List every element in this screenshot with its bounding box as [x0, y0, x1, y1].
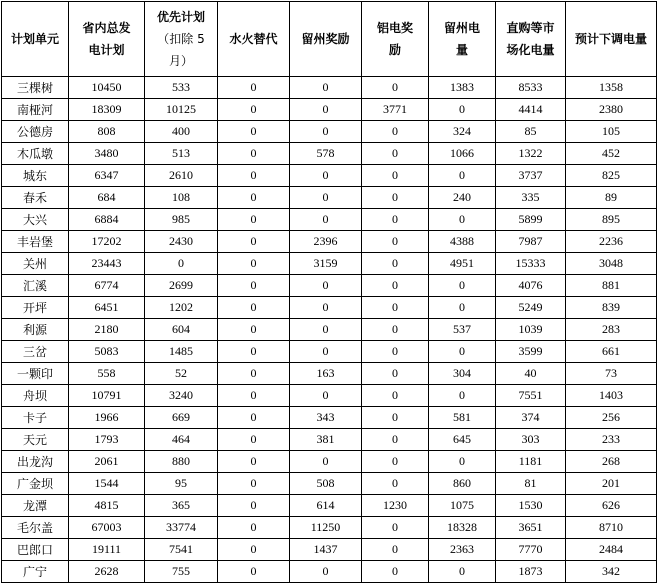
value-cell: 17202 — [69, 231, 145, 253]
value-cell: 578 — [290, 143, 362, 165]
table-row — [2, 77, 657, 99]
value-cell: 1322 — [496, 143, 566, 165]
table-row — [2, 363, 657, 385]
value-cell: 3480 — [69, 143, 145, 165]
value-cell: 6884 — [69, 209, 145, 231]
value-cell: 825 — [566, 165, 657, 187]
value-cell: 4951 — [429, 253, 496, 275]
plan-unit-cell: 大兴 — [2, 209, 69, 231]
value-cell: 0 — [429, 385, 496, 407]
value-cell: 3599 — [496, 341, 566, 363]
value-cell: 5249 — [496, 297, 566, 319]
value-cell: 0 — [429, 209, 496, 231]
header-row — [2, 2, 657, 77]
value-cell: 0 — [429, 275, 496, 297]
value-cell: 163 — [290, 363, 362, 385]
value-cell: 40 — [496, 363, 566, 385]
value-cell: 533 — [145, 77, 218, 99]
value-cell: 0 — [218, 319, 290, 341]
value-cell: 0 — [290, 561, 362, 583]
header-retained-power — [429, 2, 496, 77]
value-cell: 0 — [218, 121, 290, 143]
value-cell: 1230 — [362, 495, 429, 517]
value-cell: 374 — [496, 407, 566, 429]
value-cell: 6451 — [69, 297, 145, 319]
value-cell: 256 — [566, 407, 657, 429]
table-row — [2, 143, 657, 165]
value-cell: 881 — [566, 275, 657, 297]
plan-unit-cell: 一颗印 — [2, 363, 69, 385]
plan-unit-cell: 出龙沟 — [2, 451, 69, 473]
value-cell: 0 — [362, 121, 429, 143]
value-cell: 4414 — [496, 99, 566, 121]
value-cell: 1485 — [145, 341, 218, 363]
value-cell: 324 — [429, 121, 496, 143]
power-plan-table — [1, 1, 657, 583]
table-row — [2, 473, 657, 495]
value-cell: 233 — [566, 429, 657, 451]
header-plan-unit — [2, 2, 69, 77]
table-row — [2, 253, 657, 275]
value-cell: 860 — [429, 473, 496, 495]
value-cell: 0 — [290, 385, 362, 407]
value-cell: 0 — [218, 341, 290, 363]
plan-unit-cell: 开坪 — [2, 297, 69, 319]
value-cell: 67003 — [69, 517, 145, 539]
value-cell: 508 — [290, 473, 362, 495]
value-cell: 1066 — [429, 143, 496, 165]
plan-unit-cell: 利源 — [2, 319, 69, 341]
header-market-power — [496, 2, 566, 77]
value-cell: 11250 — [290, 517, 362, 539]
table-row — [2, 495, 657, 517]
plan-unit-cell: 天元 — [2, 429, 69, 451]
value-cell: 1403 — [566, 385, 657, 407]
value-cell: 0 — [429, 297, 496, 319]
plan-unit-cell: 丰岩堡 — [2, 231, 69, 253]
value-cell: 0 — [218, 143, 290, 165]
value-cell: 10125 — [145, 99, 218, 121]
table-row — [2, 429, 657, 451]
value-cell: 0 — [290, 165, 362, 187]
table-row — [2, 561, 657, 583]
value-cell: 1181 — [496, 451, 566, 473]
value-cell: 626 — [566, 495, 657, 517]
table-row — [2, 385, 657, 407]
value-cell: 0 — [218, 165, 290, 187]
value-cell: 0 — [290, 451, 362, 473]
value-cell: 304 — [429, 363, 496, 385]
value-cell: 0 — [362, 539, 429, 561]
value-cell: 604 — [145, 319, 218, 341]
value-cell: 464 — [145, 429, 218, 451]
plan-unit-cell: 木瓜墩 — [2, 143, 69, 165]
header-hydro-thermal-substitution — [218, 2, 290, 77]
plan-unit-cell: 三岔 — [2, 341, 69, 363]
value-cell: 2430 — [145, 231, 218, 253]
value-cell: 0 — [362, 209, 429, 231]
value-cell: 0 — [145, 253, 218, 275]
value-cell: 1202 — [145, 297, 218, 319]
value-cell: 0 — [218, 517, 290, 539]
header-retained-reward — [290, 2, 362, 77]
value-cell: 0 — [362, 231, 429, 253]
value-cell: 108 — [145, 187, 218, 209]
value-cell: 0 — [362, 143, 429, 165]
value-cell: 0 — [218, 451, 290, 473]
value-cell: 7987 — [496, 231, 566, 253]
value-cell: 7551 — [496, 385, 566, 407]
value-cell: 645 — [429, 429, 496, 451]
table-row — [2, 539, 657, 561]
header-text: 月） — [168, 54, 193, 68]
value-cell: 400 — [145, 121, 218, 143]
value-cell: 0 — [290, 77, 362, 99]
value-cell: 0 — [218, 407, 290, 429]
value-cell: 880 — [145, 451, 218, 473]
value-cell: 537 — [429, 319, 496, 341]
table-row — [2, 209, 657, 231]
value-cell: 0 — [362, 363, 429, 385]
value-cell: 1358 — [566, 77, 657, 99]
value-cell: 5899 — [496, 209, 566, 231]
value-cell: 0 — [290, 209, 362, 231]
plan-unit-cell: 舟坝 — [2, 385, 69, 407]
value-cell: 342 — [566, 561, 657, 583]
value-cell: 268 — [566, 451, 657, 473]
value-cell: 81 — [496, 473, 566, 495]
value-cell: 10450 — [69, 77, 145, 99]
value-cell: 0 — [429, 341, 496, 363]
table-row — [2, 297, 657, 319]
value-cell: 1383 — [429, 77, 496, 99]
value-cell: 2380 — [566, 99, 657, 121]
header-text: 量 — [455, 43, 468, 57]
value-cell: 3159 — [290, 253, 362, 275]
value-cell: 89 — [566, 187, 657, 209]
value-cell: 0 — [218, 385, 290, 407]
value-cell: 581 — [429, 407, 496, 429]
value-cell: 0 — [290, 319, 362, 341]
table-row — [2, 517, 657, 539]
value-cell: 0 — [218, 473, 290, 495]
value-cell: 2699 — [145, 275, 218, 297]
value-cell: 0 — [218, 363, 290, 385]
value-cell: 0 — [362, 473, 429, 495]
value-cell: 0 — [429, 561, 496, 583]
value-cell: 0 — [290, 275, 362, 297]
value-cell: 343 — [290, 407, 362, 429]
value-cell: 0 — [218, 187, 290, 209]
value-cell: 0 — [290, 341, 362, 363]
header-aluminum-reward — [362, 2, 429, 77]
plan-unit-cell: 南桠河 — [2, 99, 69, 121]
value-cell: 2180 — [69, 319, 145, 341]
value-cell: 0 — [218, 561, 290, 583]
value-cell: 0 — [290, 187, 362, 209]
value-cell: 1437 — [290, 539, 362, 561]
value-cell: 23443 — [69, 253, 145, 275]
value-cell: 1530 — [496, 495, 566, 517]
value-cell: 303 — [496, 429, 566, 451]
header-text: （扣除 5 — [157, 32, 205, 46]
value-cell: 0 — [362, 517, 429, 539]
plan-unit-cell: 巴郎口 — [2, 539, 69, 561]
plan-unit-cell: 公德房 — [2, 121, 69, 143]
value-cell: 513 — [145, 143, 218, 165]
plan-unit-cell: 龙潭 — [2, 495, 69, 517]
value-cell: 8710 — [566, 517, 657, 539]
value-cell: 0 — [218, 275, 290, 297]
plan-unit-cell: 毛尔盖 — [2, 517, 69, 539]
value-cell: 0 — [362, 187, 429, 209]
header-text: 直购等市 — [506, 21, 555, 35]
value-cell: 4815 — [69, 495, 145, 517]
value-cell: 0 — [362, 451, 429, 473]
value-cell: 614 — [290, 495, 362, 517]
value-cell: 0 — [362, 341, 429, 363]
table-row — [2, 341, 657, 363]
value-cell: 85 — [496, 121, 566, 143]
table-row — [2, 121, 657, 143]
value-cell: 1039 — [496, 319, 566, 341]
table-row — [2, 99, 657, 121]
header-text: 计划单元 — [10, 32, 59, 46]
header-text: 优先计划 — [156, 10, 205, 24]
value-cell: 365 — [145, 495, 218, 517]
value-cell: 1966 — [69, 407, 145, 429]
value-cell: 895 — [566, 209, 657, 231]
value-cell: 18309 — [69, 99, 145, 121]
value-cell: 10791 — [69, 385, 145, 407]
plan-unit-cell: 城东 — [2, 165, 69, 187]
value-cell: 3771 — [362, 99, 429, 121]
plan-unit-cell: 三棵树 — [2, 77, 69, 99]
value-cell: 0 — [218, 231, 290, 253]
value-cell: 0 — [362, 561, 429, 583]
table-body — [2, 77, 657, 583]
value-cell: 7541 — [145, 539, 218, 561]
table-row — [2, 319, 657, 341]
value-cell: 105 — [566, 121, 657, 143]
header-text: 预计下调电量 — [574, 32, 647, 46]
value-cell: 558 — [69, 363, 145, 385]
value-cell: 0 — [290, 99, 362, 121]
value-cell: 73 — [566, 363, 657, 385]
value-cell: 5083 — [69, 341, 145, 363]
value-cell: 0 — [362, 407, 429, 429]
header-total-generation — [69, 2, 145, 77]
plan-unit-cell: 广金坝 — [2, 473, 69, 495]
value-cell: 240 — [429, 187, 496, 209]
plan-unit-cell: 广宁 — [2, 561, 69, 583]
value-cell: 2236 — [566, 231, 657, 253]
value-cell: 3048 — [566, 253, 657, 275]
header-priority-plan — [145, 2, 218, 77]
header-text: 水火替代 — [229, 32, 278, 46]
header-text: 铝电奖 — [376, 21, 413, 35]
value-cell: 0 — [429, 99, 496, 121]
plan-unit-cell: 关州 — [2, 253, 69, 275]
value-cell: 669 — [145, 407, 218, 429]
value-cell: 4076 — [496, 275, 566, 297]
value-cell: 19111 — [69, 539, 145, 561]
value-cell: 0 — [362, 297, 429, 319]
value-cell: 0 — [362, 319, 429, 341]
value-cell: 18328 — [429, 517, 496, 539]
value-cell: 2396 — [290, 231, 362, 253]
header-text: 省内总发 — [82, 21, 131, 35]
table-row — [2, 231, 657, 253]
value-cell: 1075 — [429, 495, 496, 517]
value-cell: 3737 — [496, 165, 566, 187]
value-cell: 2061 — [69, 451, 145, 473]
value-cell: 0 — [218, 253, 290, 275]
value-cell: 0 — [429, 451, 496, 473]
value-cell: 0 — [362, 275, 429, 297]
value-cell: 0 — [218, 297, 290, 319]
value-cell: 335 — [496, 187, 566, 209]
value-cell: 0 — [290, 297, 362, 319]
value-cell: 839 — [566, 297, 657, 319]
value-cell: 0 — [429, 165, 496, 187]
table-row — [2, 165, 657, 187]
value-cell: 8533 — [496, 77, 566, 99]
value-cell: 1544 — [69, 473, 145, 495]
value-cell: 2610 — [145, 165, 218, 187]
value-cell: 0 — [218, 539, 290, 561]
header-expected-reduction — [566, 2, 657, 77]
value-cell: 381 — [290, 429, 362, 451]
value-cell: 52 — [145, 363, 218, 385]
value-cell: 6347 — [69, 165, 145, 187]
table-row — [2, 451, 657, 473]
table-header — [2, 2, 657, 77]
value-cell: 6774 — [69, 275, 145, 297]
value-cell: 661 — [566, 341, 657, 363]
value-cell: 4388 — [429, 231, 496, 253]
value-cell: 33774 — [145, 517, 218, 539]
plan-unit-cell: 卡子 — [2, 407, 69, 429]
value-cell: 0 — [218, 77, 290, 99]
value-cell: 808 — [69, 121, 145, 143]
value-cell: 2484 — [566, 539, 657, 561]
header-text: 励 — [388, 43, 401, 57]
plan-unit-cell: 春禾 — [2, 187, 69, 209]
value-cell: 0 — [362, 385, 429, 407]
header-text: 电计划 — [88, 43, 125, 57]
value-cell: 0 — [362, 77, 429, 99]
value-cell: 2628 — [69, 561, 145, 583]
table-row — [2, 407, 657, 429]
value-cell: 684 — [69, 187, 145, 209]
table-row — [2, 275, 657, 297]
value-cell: 0 — [290, 121, 362, 143]
value-cell: 283 — [566, 319, 657, 341]
header-text: 留州电 — [443, 21, 480, 35]
value-cell: 1873 — [496, 561, 566, 583]
value-cell: 3651 — [496, 517, 566, 539]
value-cell: 3240 — [145, 385, 218, 407]
value-cell: 0 — [218, 99, 290, 121]
value-cell: 95 — [145, 473, 218, 495]
value-cell: 15333 — [496, 253, 566, 275]
header-text: 场化电量 — [506, 43, 555, 57]
value-cell: 452 — [566, 143, 657, 165]
value-cell: 0 — [362, 429, 429, 451]
header-text: 留州奖励 — [301, 32, 350, 46]
value-cell: 2363 — [429, 539, 496, 561]
value-cell: 0 — [362, 253, 429, 275]
value-cell: 7770 — [496, 539, 566, 561]
value-cell: 201 — [566, 473, 657, 495]
value-cell: 0 — [218, 209, 290, 231]
value-cell: 1793 — [69, 429, 145, 451]
value-cell: 755 — [145, 561, 218, 583]
value-cell: 0 — [218, 495, 290, 517]
plan-unit-cell: 汇溪 — [2, 275, 69, 297]
value-cell: 0 — [362, 165, 429, 187]
value-cell: 0 — [218, 429, 290, 451]
value-cell: 985 — [145, 209, 218, 231]
table-row — [2, 187, 657, 209]
